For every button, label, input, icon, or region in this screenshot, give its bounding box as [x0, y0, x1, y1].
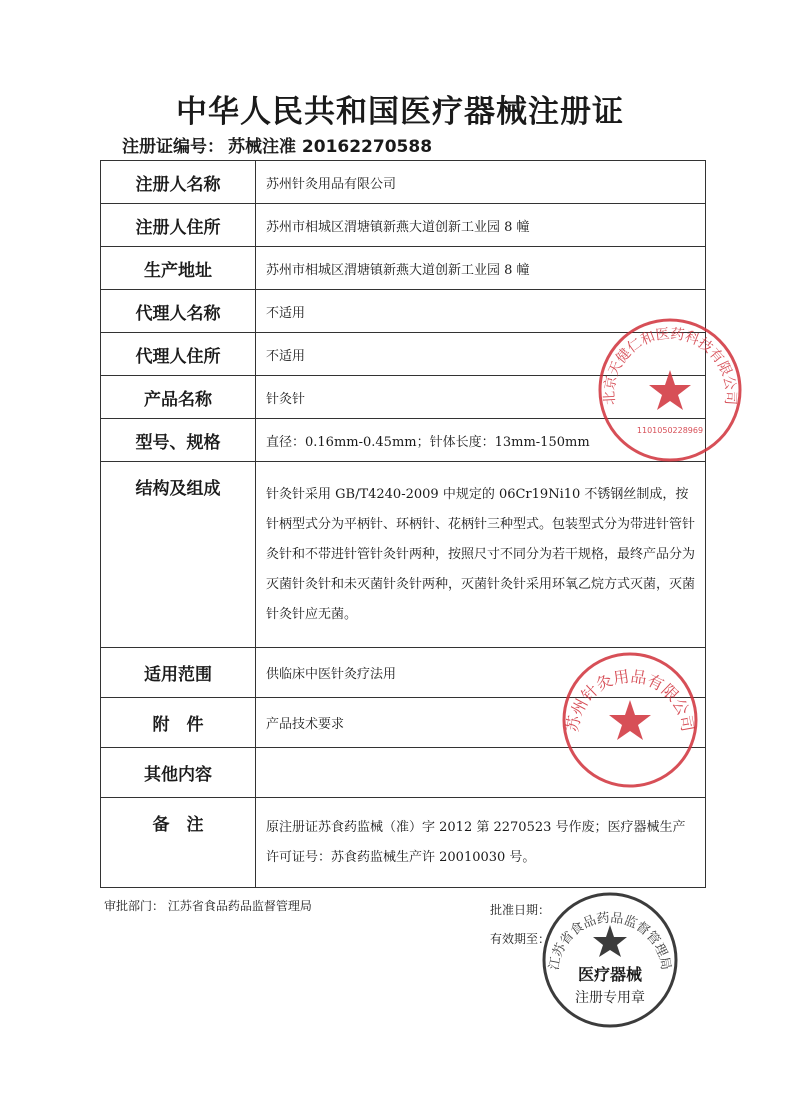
row-value: 苏州市相城区渭塘镇新燕大道创新工业园 8 幢	[256, 247, 706, 290]
row-value: 产品技术要求	[256, 698, 706, 748]
seal3-text: 江苏省食品药品监督管理局	[546, 910, 674, 972]
row-label: 注册人住所	[101, 204, 256, 247]
star-icon	[609, 700, 651, 740]
seal3-line1: 医疗器械	[577, 965, 643, 984]
row-label: 生产地址	[101, 247, 256, 290]
row-label: 适用范围	[101, 648, 256, 698]
row-label: 代理人名称	[101, 290, 256, 333]
table-row	[101, 462, 706, 648]
star-icon	[649, 370, 691, 410]
row-label: 代理人住所	[101, 333, 256, 376]
row-value: 针灸针采用 GB/T4240-2009 中规定的 06Cr19Ni10 不锈钢丝制成，按针柄型式分为平柄针、环柄针、花柄针三种型式。包装型式分为带进针管针灸针和不带进针管针灸针两种，按照尺寸不同分为若干规格，最终产品分为灭菌针灸针和未灭菌针灸针两种，灭菌针灸针采用环氧乙烷方式灭菌，灭菌针灸针应无菌。	[256, 462, 706, 648]
row-label: 型号、规格	[101, 419, 256, 462]
seal3-line2: 注册专用章	[575, 990, 645, 1006]
approval-date-label: 批准日期：	[490, 903, 551, 917]
table-row	[101, 798, 706, 888]
table-row	[101, 247, 706, 290]
row-label: 附 件	[101, 698, 256, 748]
row-value: 不适用	[256, 333, 706, 376]
table-row	[101, 161, 706, 204]
row-label: 注册人名称	[101, 161, 256, 204]
document-title: 中华人民共和国医疗器械注册证	[176, 94, 624, 130]
agent-company-seal	[595, 315, 745, 465]
row-label: 备 注	[101, 798, 256, 888]
row-label: 产品名称	[101, 376, 256, 419]
row-value: 苏州针灸用品有限公司	[256, 161, 706, 204]
seal1-text: 北京天健仁和医药科技有限公司	[601, 326, 739, 406]
star-icon	[593, 925, 627, 957]
row-value: 供临床中医针灸疗法用	[256, 648, 706, 698]
expiry-date-label: 有效期至：	[490, 932, 551, 946]
seal2-text: 苏州针灸用品有限公司	[562, 666, 698, 734]
manufacturer-seal	[560, 650, 700, 790]
seal1-number: 1101050228969	[636, 426, 704, 435]
row-value: 针灸针	[256, 376, 706, 419]
approval-authority-seal	[540, 890, 680, 1030]
row-value: 直径：0.16mm-0.45mm；针体长度：13mm-150mm	[256, 419, 706, 462]
row-label: 其他内容	[101, 748, 256, 798]
registration-number	[122, 132, 432, 157]
row-value: 苏州市相城区渭塘镇新燕大道创新工业园 8 幢	[256, 204, 706, 247]
row-value: 原注册证苏食药监械（准）字 2012 第 2270523 号作废；医疗器械生产许可证号：苏食药监械生产许 20010030 号。	[256, 798, 706, 888]
row-value: 不适用	[256, 290, 706, 333]
registration-number-value: 苏械注准 20162270588	[228, 137, 433, 157]
approver: 审批部门： 江苏省食品药品监督管理局	[104, 899, 312, 913]
row-label: 结构及组成	[101, 462, 256, 648]
registration-number-label: 注册证编号：	[122, 137, 224, 157]
table-row	[101, 204, 706, 247]
